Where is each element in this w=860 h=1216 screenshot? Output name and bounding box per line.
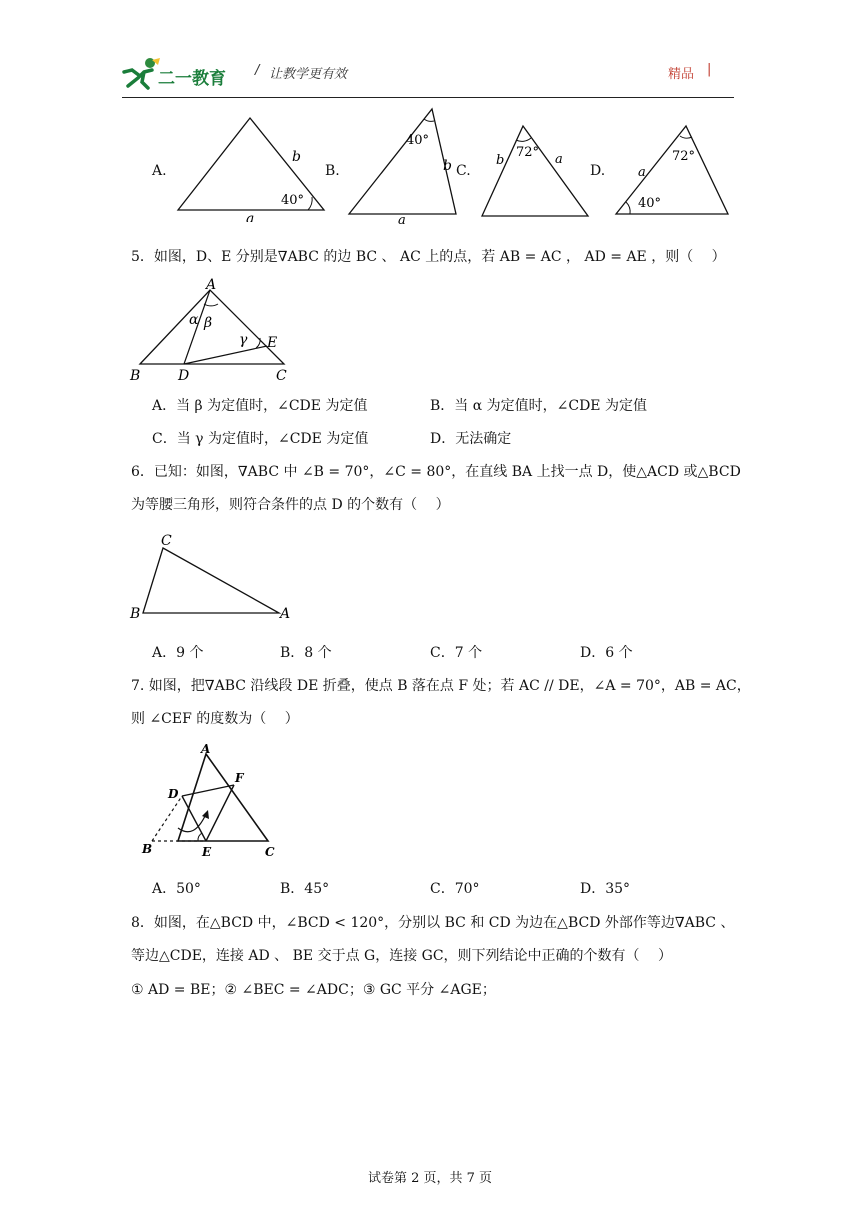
header-badge: 精品 <box>668 67 695 82</box>
q7-point-f: F <box>235 771 244 785</box>
q5-alpha: α <box>189 312 199 328</box>
q4-option-b-label: B. <box>325 163 340 179</box>
q5-option-c: C．当 γ 为定值时，∠CDE 为定值 <box>152 431 369 447</box>
q5-point-c: C <box>276 368 287 384</box>
q4a-side-a: a <box>246 211 255 222</box>
q4a-side-b: b <box>292 149 301 165</box>
q4d-angle-top: 72° <box>672 149 696 164</box>
q4-option-d-label: D. <box>590 163 606 179</box>
q7-point-c: C <box>265 845 275 859</box>
q4-option-b-triangle <box>344 104 464 224</box>
brand-logo <box>122 56 232 90</box>
q4c-side-a: a <box>555 152 563 167</box>
q4a-angle: 40° <box>281 193 305 208</box>
q7-stem-line1: 7. 如图，把∇ABC 沿线段 DE 折叠，使点 B 落在点 F 处；若 AC // DE，∠A = 70°，AB = AC， <box>131 678 751 694</box>
q4b-angle: 40° <box>406 133 430 148</box>
q4-option-a-triangle <box>170 112 330 222</box>
q4c-side-b: b <box>496 153 505 168</box>
q7-option-a: A．50° <box>152 881 201 897</box>
header-slash: / <box>255 63 260 78</box>
q7-option-b: B．45° <box>280 881 330 897</box>
q5-point-a: A <box>206 277 217 293</box>
q6-stem-line1: 6．已知：如图，∇ABC 中 ∠B = 70°，∠C = 80°，在直线 BA 上找一点 D，使△ACD 或△BCD <box>131 464 741 480</box>
q4-option-c-label: C. <box>456 163 471 179</box>
q6-option-d: D．6 个 <box>580 645 633 661</box>
q6-point-b: B <box>130 606 141 622</box>
q4-option-a-label: A. <box>152 163 167 179</box>
q5-beta: β <box>204 315 213 331</box>
q5-stem: 5．如图，D、E 分别是∇ABC 的边 BC 、 AC 上的点，若 AB = AC ， AD = AE ，则（ ） <box>131 249 726 265</box>
q5-figure <box>128 276 298 386</box>
q7-point-d: D <box>168 787 179 801</box>
q7-point-a: A <box>201 742 211 756</box>
q4c-angle: 72° <box>516 145 540 160</box>
q7-option-c: C．70° <box>430 881 480 897</box>
q7-point-e: E <box>202 845 212 859</box>
header-badge-separator: | <box>707 62 712 77</box>
runner-logo-icon <box>122 56 162 90</box>
q6-option-b: B．8 个 <box>280 645 332 661</box>
q4b-side-b: b <box>443 158 452 174</box>
q8-stem-line2: 等边△CDE，连接 AD 、 BE 交于点 G，连接 GC，则下列结论中正确的个数有（ ） <box>131 948 672 964</box>
q6-figure <box>127 530 297 622</box>
q5-option-d: D．无法确定 <box>430 431 512 447</box>
q7-point-b: B <box>142 842 153 856</box>
q6-option-c: C．7 个 <box>430 645 483 661</box>
q7-option-d: D．35° <box>580 881 631 897</box>
q8-stem-line3: ① AD = BE；② ∠BEC = ∠ADC；③ GC 平分 ∠AGE； <box>131 982 496 998</box>
q5-point-d: D <box>178 368 190 384</box>
q4-option-c-triangle <box>478 120 598 220</box>
q4d-angle-left: 40° <box>638 196 662 211</box>
brand-name: 二一教育 <box>158 69 226 89</box>
q6-option-a: A．9 个 <box>152 645 204 661</box>
q7-stem-line2: 则 ∠CEF 的度数为（ ） <box>131 711 299 727</box>
q5-option-a: A．当 β 为定值时，∠CDE 为定值 <box>152 398 368 414</box>
q6-point-c: C <box>161 533 172 549</box>
q5-point-b: B <box>130 368 141 384</box>
q6-point-a: A <box>280 606 291 622</box>
q4d-side-a: a <box>638 165 646 180</box>
q8-stem-line1: 8．如图，在△BCD 中，∠BCD < 120°，分别以 BC 和 CD 为边在△BCD 外部作等边∇ABC 、 <box>131 915 735 931</box>
header-rule <box>122 97 734 98</box>
header-slogan: 让教学更有效 <box>269 67 348 82</box>
page-footer: 试卷第 2 页，共 7 页 <box>367 1171 493 1186</box>
q5-option-b: B．当 α 为定值时，∠CDE 为定值 <box>430 398 647 414</box>
q4-option-d-triangle <box>612 120 736 220</box>
q6-stem-line2: 为等腰三角形，则符合条件的点 D 的个数有（ ） <box>131 497 450 513</box>
q4b-side-a: a <box>398 213 406 224</box>
q7-figure <box>132 740 292 860</box>
q5-point-e: E <box>267 335 278 351</box>
q5-gamma: γ <box>239 332 248 348</box>
